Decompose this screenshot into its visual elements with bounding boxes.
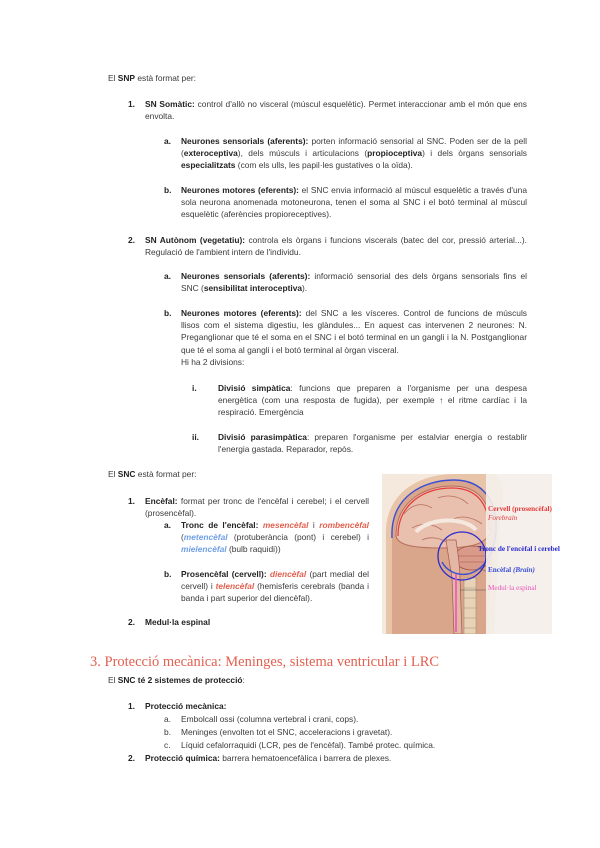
proteccio-quimica-item: Protecció química: barrera hematoencefàlica i barrera de plexes. bbox=[145, 753, 392, 763]
list-letter: b. bbox=[164, 185, 172, 195]
section3-intro: El SNC té 2 sistemes de protecció: bbox=[108, 675, 245, 685]
list-letter: a. bbox=[164, 136, 171, 146]
parasimpatica-paragraph: Divisió parasimpàtica: preparen l'organisme per estalviar energia o restablir l'energia gastada. Reparador, repòs. bbox=[218, 432, 527, 455]
tronc-paragraph: Tronc de l'encèfal: mesencèfal i rombencèfal (metencèfal (protuberància (pont) i cerebel) i mielencèfal (bulb raquidi)) bbox=[181, 520, 370, 555]
label-cervell: Cervell (prosencèfal) bbox=[488, 505, 552, 513]
list-number: 2. bbox=[128, 235, 135, 245]
list-number: 2. bbox=[128, 617, 135, 627]
list-letter: b. bbox=[164, 569, 172, 579]
list-item: Meninges (envolten tot el SNC, acceleracions i gravetat). bbox=[181, 727, 393, 737]
list-item: Embolcall ossi (columna vertebral i crani, cops). bbox=[181, 714, 359, 724]
simpatica-paragraph: Divisió simpàtica: funcions que preparen a l'organisme per una despesa energètica (com una resposta de fugida), per exemple ↑ el ritme cardíac i la respiració. Emergència bbox=[218, 383, 527, 418]
list-letter: a. bbox=[164, 714, 171, 724]
snc-intro: El SNC està format per: bbox=[108, 469, 197, 479]
list-roman: ii. bbox=[192, 432, 199, 442]
somatic-motor-paragraph: Neurones motores (eferents): el SNC envia informació al múscul esquelètic a través d'una sola neurona anomenada motoneurona, tenen el soma al SNC i el botó terminal al múscul esquelètic (aferències propioreceptives). bbox=[181, 185, 527, 220]
list-letter: b. bbox=[164, 727, 171, 737]
brain-illustration bbox=[382, 474, 552, 634]
list-letter: c. bbox=[164, 740, 171, 750]
proteccio-mecanica-title: Protecció mecànica: bbox=[145, 701, 227, 711]
list-number: 1. bbox=[128, 99, 135, 109]
label-forebrain: Forebrain bbox=[488, 514, 518, 522]
encefal-paragraph: Encèfal: format per tronc de l'encèfal i cerebel; i el cervell (prosencèfal). bbox=[145, 496, 369, 519]
brain-diagram bbox=[382, 474, 560, 634]
list-item: Líquid cefalorraquidi (LCR, pes de l'encèfal). També protec. química. bbox=[181, 740, 436, 750]
list-number: 1. bbox=[128, 496, 135, 506]
list-number: 2. bbox=[128, 753, 135, 763]
autonom-sensory-paragraph: Neurones sensorials (aferents): informació sensorial des dels òrgans sensorials fins el SNC (sensibilitat interoceptiva). bbox=[181, 271, 527, 294]
list-letter: b. bbox=[164, 308, 172, 318]
list-letter: a. bbox=[164, 271, 171, 281]
divisions-line: Hi ha 2 divisions: bbox=[181, 357, 245, 367]
list-number: 1. bbox=[128, 701, 135, 711]
label-tronc: Tronc de l'encèfal i cerebel bbox=[478, 545, 560, 553]
section-heading: 3. Protecció mecànica: Meninges, sistema ventricular i LRC bbox=[90, 654, 440, 670]
somatic-paragraph: SN Somàtic: control d'allò no visceral (múscul esquelètic). Permet interaccionar amb el món que ens envolta. bbox=[145, 99, 527, 122]
label-medulla: Medul·la espinal bbox=[488, 584, 537, 592]
list-letter: a. bbox=[164, 520, 171, 530]
label-encefal: Encèfal (Brain) bbox=[488, 566, 535, 574]
medulla-item: Medul·la espinal bbox=[145, 617, 211, 627]
autonom-motor-paragraph: Neurones motores (eferents): del SNC a les vísceres. Control de funcions de músculs llisos com el sistema digestiu, les glàndules... En aquest cas intervenen 2 neurones: N. Preganglionar que té el soma en el SNC i el botó terminal en un gangli i la N. Postganglionar que té el soma al gangli i el botó terminal al òrgan visceral. bbox=[181, 308, 527, 355]
somatic-sensory-paragraph: Neurones sensorials (aferents): porten informació sensorial al SNC. Poden ser de la pell (exteroceptiva), dels músculs i articulacions (propioceptiva) i dels òrgans sensorials especialitzats (com els ulls, les papil·les gustatives o la oïda). bbox=[181, 136, 527, 171]
autonom-paragraph: SN Autònom (vegetatiu): controla els òrgans i funcions viscerals (batec del cor, pressió arterial...). Regulació de l'ambient intern de l'individu. bbox=[145, 235, 528, 258]
prosencefal-paragraph: Prosencèfal (cervell): diencèfal (part medial del cervell) i telencèfal (hemisferis cerebrals (banda i banda i part superior del diencèfal). bbox=[181, 569, 369, 604]
list-roman: i. bbox=[192, 383, 197, 393]
snp-intro: El SNP està format per: bbox=[108, 73, 196, 83]
